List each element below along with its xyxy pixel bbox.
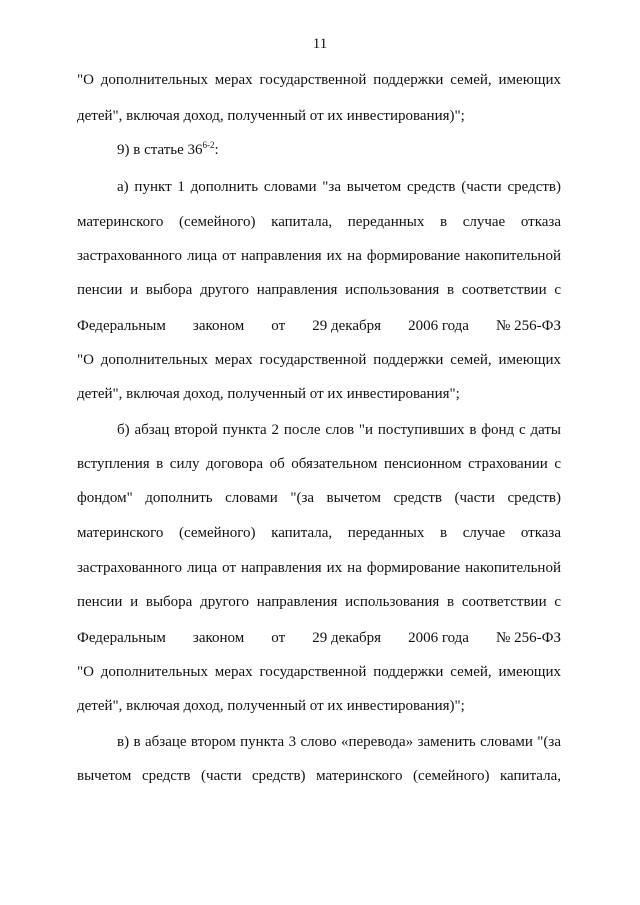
text-line: материнского (семейного) капитала, переданных в случае отказа xyxy=(77,525,561,541)
text-line: "О дополнительных мерах государственной поддержки семей, имеющих xyxy=(77,352,561,368)
law-ref-date: 29 декабря xyxy=(312,318,382,334)
law-ref-year: 2006 года xyxy=(408,630,469,646)
text-line: вычетом средств (части средств) материнского (семейного) капитала, xyxy=(77,768,561,784)
text-line: пенсии и выбора другого направления использования в соответствии с xyxy=(77,282,561,298)
law-ref-word: законом xyxy=(192,318,245,334)
law-ref-number: № 256-ФЗ xyxy=(496,630,561,646)
law-ref-word: законом xyxy=(192,630,245,646)
text-line: фондом" дополнить словами "(за вычетом средств (части средств) xyxy=(77,490,561,506)
law-ref-year: 2006 года xyxy=(408,318,469,334)
text-line: в) в абзаце втором пункта 3 слово «перевода» заменить словами "(за xyxy=(117,734,561,750)
item-heading-superscript: 6-2 xyxy=(202,140,215,150)
text-line: а) пункт 1 дополнить словами "за вычетом средств (части средств) xyxy=(117,179,561,195)
text-line: детей", включая доход, полученный от их инвестирования)"; xyxy=(77,108,465,124)
item-heading-colon: : xyxy=(214,142,219,158)
text-line: б) абзац второй пункта 2 после слов "и поступивших в фонд с даты xyxy=(117,422,561,438)
law-ref-word: Федеральным xyxy=(77,318,166,334)
law-ref-date: 29 декабря xyxy=(312,630,382,646)
text-line: "О дополнительных мерах государственной поддержки семей, имеющих xyxy=(77,72,561,88)
law-reference-line xyxy=(77,628,561,648)
text-line: вступления в силу договора об обязательном пенсионном страховании с xyxy=(77,456,561,472)
text-line: детей", включая доход, полученный от их инвестирования"; xyxy=(77,386,460,402)
item-heading xyxy=(117,140,561,160)
text-line: "О дополнительных мерах государственной поддержки семей, имеющих xyxy=(77,664,561,680)
text-line: пенсии и выбора другого направления использования в соответствии с xyxy=(77,594,561,610)
law-ref-word: от xyxy=(271,630,286,646)
text-line: детей", включая доход, полученный от их инвестирования)"; xyxy=(77,698,465,714)
page-number: 11 xyxy=(312,36,328,52)
law-reference-line xyxy=(77,316,561,336)
law-ref-word: Федеральным xyxy=(77,630,166,646)
text-line: материнского (семейного) капитала, переданных в случае отказа xyxy=(77,214,561,230)
item-heading-text: 9) в статье 36 xyxy=(117,142,203,158)
text-line: застрахованного лица от направления их на формирование накопительной xyxy=(77,560,561,576)
law-ref-number: № 256-ФЗ xyxy=(496,318,561,334)
law-ref-word: от xyxy=(271,318,286,334)
text-line: застрахованного лица от направления их на формирование накопительной xyxy=(77,248,561,264)
